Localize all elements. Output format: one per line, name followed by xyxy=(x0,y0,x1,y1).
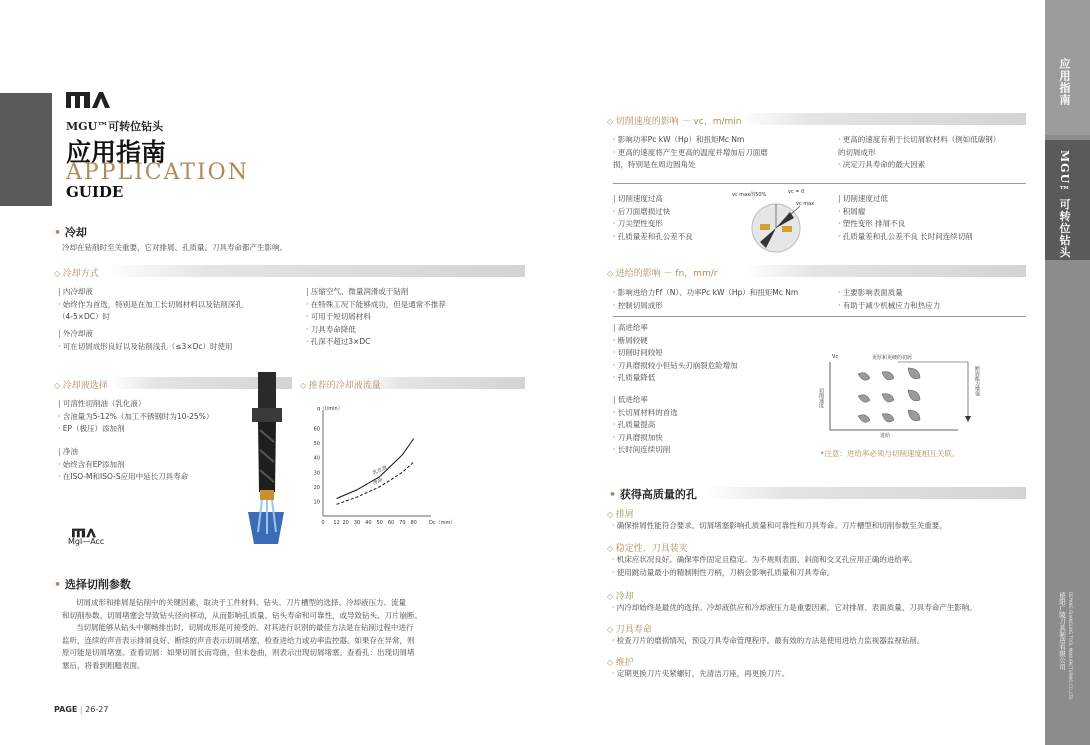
quality-header-bar xyxy=(705,487,1026,499)
coolant-flow-chart xyxy=(305,404,455,529)
x-tick-label: 60 xyxy=(387,520,395,526)
speed-fig-label3: vc max xyxy=(796,201,815,207)
page-title-en1: APPLICATION xyxy=(66,160,249,185)
series-label-2: 净油 xyxy=(371,476,384,487)
params-title: • 选择切削参数 xyxy=(54,578,131,591)
quality-item-cooling: ◇ 冷却 · 内冷却始终是最优的选择。冷却液供应和冷却液压力是重要因素，它对排屑、表面质量、刀具寿命产生影响。 xyxy=(607,592,977,612)
page-number: PAGE | 26-27 xyxy=(54,705,109,714)
x-tick-label: 50 xyxy=(376,520,383,526)
speed-figure xyxy=(730,188,830,256)
speed-low: | 切削速度过低 · 积屑瘤 · 塑性变形 排屑不良 · 孔质量差和孔公差不良 长时间连续切削 xyxy=(838,194,973,241)
x-tick-label: 80 xyxy=(410,520,417,526)
speed-header: ◇ 切削速度的影响 － vc，m/min xyxy=(607,117,742,127)
cooling-title: • 冷却 xyxy=(54,226,87,239)
drill-illustration xyxy=(238,372,294,544)
y-tick-label: 60 xyxy=(313,426,320,433)
soluble-oil: | 可溶性切削油（乳化液） · 含油量为5-12%（加工不锈钢时为10-25%） · EP（极压）添加剂 xyxy=(58,399,214,433)
quality-item-stability: ◇ 稳定性、刀具装夹 · 机床应状况良好。确保零件固定且稳定。为不规则表面、斜面和交叉孔应用正确的进给率。 · 使用跳动量最小的精制刚性刀柄，刀柄会影响孔质量和刀具寿命。 xyxy=(607,544,917,577)
speed-right: · 更高的速度有利于长切屑软材料（例如低碳钢） 的切屑成形 · 决定刀具寿命的最大因素 xyxy=(838,135,1001,169)
feed-header: ◇ 进给的影响 － fn，mm/r xyxy=(607,269,718,279)
x-tick-label: 70 xyxy=(399,520,406,526)
internal-cooling: | 内冷却液 · 始终作为首选，特别是在加工长切屑材料以及钻削深孔 （4-5×DC）时 xyxy=(58,287,243,321)
speed-header-bar xyxy=(740,113,1026,125)
y-tick-label: 30 xyxy=(313,470,320,477)
sidebar-company-en: DEYANG GUANGLING TOOL MANUFACTURING CO.,LTD xyxy=(1068,592,1073,700)
acc-logo xyxy=(72,524,96,536)
quality-title: • 获得高质量的孔 xyxy=(609,488,697,501)
x-tick-label: 12 xyxy=(333,520,340,526)
x-tick-label: 40 xyxy=(365,520,372,526)
feed-divider xyxy=(613,316,1026,317)
feed-fig-vc: Vc xyxy=(832,354,839,360)
sidebar-tab-product[interactable]: MGU™可转位钻头 xyxy=(1058,150,1071,259)
air-cooling: | 压缩空气、微量润滑或干钻削 · 在特殊工况下能够成功，但是通常不推荐 · 可用于短切屑材料 · 刀具寿命降低 · 孔深不超过3×DC xyxy=(306,287,446,346)
page-title-en2: GUIDE xyxy=(66,183,124,201)
page-title-cn: 应用指南 xyxy=(66,138,167,167)
quality-item-maintenance: ◇ 维护 · 定期更换刀片夹紧螺钉，先清洁刀座，再更换刀片。 xyxy=(607,658,790,678)
speed-fig-label1: vc max的50% xyxy=(732,192,767,198)
product-name: MGU™可转位钻头 xyxy=(66,120,164,133)
external-cooling: | 外冷却液 · 可在切屑成形良好以及钻削浅孔（≤3×Dc）时使用 xyxy=(58,329,233,351)
y-tick-label: 40 xyxy=(313,455,320,462)
cooling-intro: 冷却在钻削时至关重要，它对排屑、孔质量、刀具寿命都产生影响。 xyxy=(62,243,287,252)
x-tick-label: 20 xyxy=(342,520,349,526)
title-bar-left xyxy=(0,93,52,206)
x-axis-label: Dc（mm） xyxy=(429,520,455,526)
speed-divider xyxy=(613,183,1026,184)
quality-item-toollife: ◇ 刀具寿命 · 检查刀片的磨损情况，预设刀具寿命管理程序。最有效的方法是使用进给力监视器监视钻削。 xyxy=(607,625,925,645)
feed-left: · 影响进给力Ff（N）、功率Pc kW（Hp）和扭矩Mc Nm · 控制切屑成形 xyxy=(613,288,799,310)
feed-fig-left: 切削速度 xyxy=(818,388,824,408)
sidebar-company: 德阳广陵刀具制造有限公司 xyxy=(1058,592,1066,670)
speed-left: · 影响功率Pc kW（Hp）和扭矩Mc Nm · 更高的速度将产生更高的温度并增加后刀面磨 损，特别是在周边圆角处 xyxy=(613,135,768,169)
flow-header: ◇ 推荐的冷却液流量 xyxy=(300,381,381,391)
feed-header-bar xyxy=(745,265,1026,277)
feed-note: •注意：进给率必须与切削速度相互关联。 xyxy=(820,449,960,458)
params-text: 切屑成形和排屑是钻削中的关键因素，取决于工件材料、钻头、刀片槽型的选择、冷却液压力、流量 和切削参数。切屑堵塞会导致钻头径向移动，从而影响孔质量、钻头寿命和可靠性，或导致钻头、刀片崩断。 当切屑能够从钻头中顺畅排出时，切屑成形是可接受的。对其进行识别的最佳方法是在钻削过程中进行 监听，连续的声音表示排屑良好，断续的声音表示切屑堵塞，检查进给力或功率监控器。如果存在异常，则 原可能是切屑堵塞。查看切屑：如果切屑长而弯曲，但未卷曲，则表示出现切屑堵塞。查看孔：出现切屑堵 塞后，将看到粗糙表面。 xyxy=(62,598,422,670)
y-tick-label: 20 xyxy=(313,484,320,491)
feed-high: | 高进给率 · 断屑较硬 · 切削时间较短 · 刀具磨损较小但钻头刃崩裂危险增加 · 孔质量降低 xyxy=(613,323,738,382)
feed-figure xyxy=(818,352,993,440)
neat-oil: | 净油 · 始终含有EP添加剂 · 在ISO-M和ISO-S应用中延长刀具寿命 xyxy=(58,447,189,481)
x-tick-label: 30 xyxy=(353,520,361,526)
brand-logo xyxy=(66,90,110,110)
series-label-1: 乳化液 xyxy=(371,464,389,477)
speed-fig-label2: vc = 0 xyxy=(788,189,805,195)
flow-header-bar xyxy=(360,377,525,389)
sidebar-tab-guide[interactable]: 应用指南 xyxy=(1058,58,1071,106)
feed-fig-bottom: 进给 xyxy=(880,433,891,439)
fluid-header: ◇ 冷却液选择 xyxy=(54,381,108,391)
feed-fig-top: 更厚和更硬的切屑 xyxy=(872,355,913,361)
feed-fig-right: 断屑能力增强 xyxy=(974,366,980,396)
x-tick-label: 0 xyxy=(321,520,325,526)
acc-label: Mgl—Acc xyxy=(68,537,105,546)
speed-high: | 切削速度过高 · 后刀面磨损过快 · 刀尖塑性变形 · 孔质量差和孔公差不良 xyxy=(613,194,693,241)
y-tick-label: 10 xyxy=(313,499,320,506)
y-axis-label: q（l/min） xyxy=(317,406,343,412)
y-tick-label: 50 xyxy=(313,441,320,448)
feed-low: | 低进给率 · 长切屑材料的首选 · 孔质量提高 · 刀具磨损加快 · 长时间连续切削 xyxy=(613,395,678,454)
feed-right: · 主要影响表面质量 · 有助于减少机械应力和热应力 xyxy=(838,288,941,310)
methods-header-bar xyxy=(105,265,525,277)
methods-header: ◇ 冷却方式 xyxy=(54,269,99,279)
quality-item-chip: ◇ 排屑 · 确保排屑性能符合要求。切屑堵塞影响孔质量和可靠性和刀具寿命。刀片槽型和切削参数至关重要。 xyxy=(607,510,947,530)
